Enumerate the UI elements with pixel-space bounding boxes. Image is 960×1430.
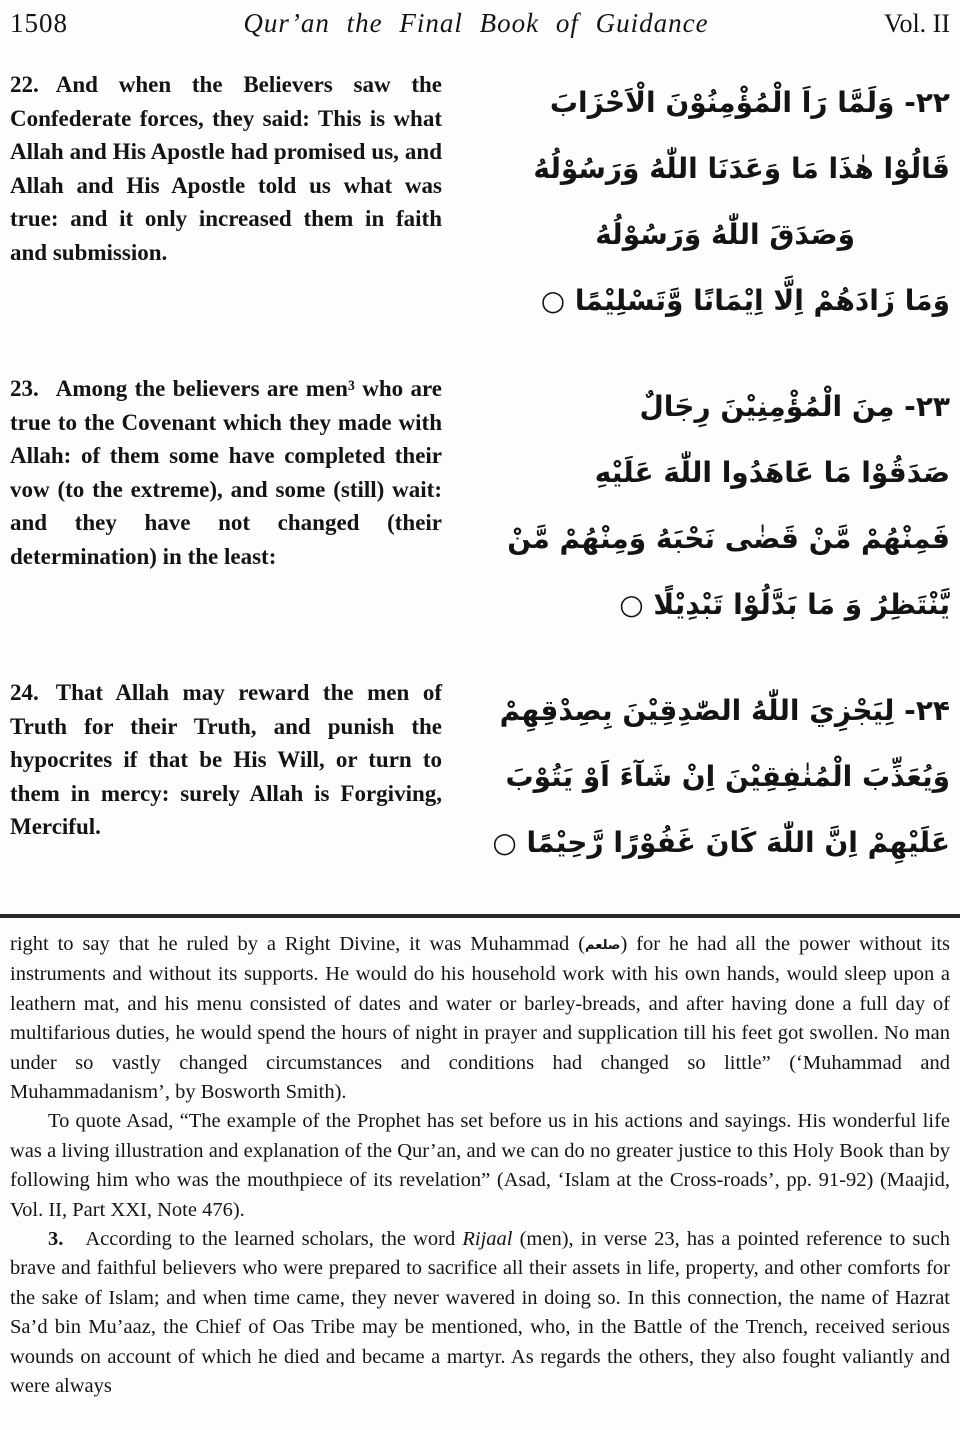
verse-english bbox=[10, 372, 442, 638]
verse-number: 24. bbox=[10, 680, 39, 705]
commentary-section bbox=[10, 930, 950, 1402]
verse-row-24 bbox=[10, 676, 950, 876]
arabic-line: يَّنْتَظِرُ وَ مَا بَدَّلُوْا تَبْدِيْلًا ○ bbox=[619, 588, 950, 621]
arabic-line: وَيُعَذِّبَ الْمُنٰفِقِيْنَ اِنْ شَآءَ اَوْ يَتُوْبَ bbox=[505, 760, 950, 793]
verse-number: 23. bbox=[10, 376, 39, 401]
arabic-line: وَمَا زَادَهُمْ اِلَّا اِيْمَانًا وَّتَسْلِيْمًا ○ bbox=[540, 284, 950, 317]
book-title: Qur’an the Final Book of Guidance bbox=[243, 8, 709, 38]
arabic-line: ۲۳- مِنَ الْمُؤْمِنِيْنَ رِجَالٌ bbox=[639, 390, 950, 423]
verse-english bbox=[10, 68, 442, 334]
arabic-line: فَمِنْهُمْ مَّنْ قَضٰى نَحْبَهُ وَمِنْهُمْ مَّنْ bbox=[507, 522, 950, 555]
pbuh-symbol: صلعم bbox=[585, 938, 621, 953]
arabic-line: صَدَقُوْا مَا عَاهَدُوا اللّٰهَ عَلَيْهِ bbox=[594, 456, 950, 489]
verse-text: And when the Believers saw the Confederate forces, they said: This is what Allah and His Apostle had promised us, and Allah and His Apostle told us what was true: and it only increased them in faith and submission. bbox=[10, 72, 442, 265]
verse-row-22 bbox=[10, 68, 950, 334]
verse-arabic bbox=[468, 68, 950, 334]
page-number: 1508 bbox=[10, 8, 68, 38]
arabic-line: وَصَدَقَ اللّٰهُ وَرَسُوْلُهُ bbox=[595, 218, 855, 251]
commentary-paragraph bbox=[10, 930, 950, 1107]
verses-section bbox=[10, 68, 950, 876]
volume-label: Vol. II bbox=[884, 9, 950, 38]
arabic-line: عَلَيْهِمْ اِنَّ اللّٰهَ كَانَ غَفُوْرًا رَّحِيْمًا ○ bbox=[492, 826, 950, 859]
section-divider bbox=[0, 914, 960, 918]
commentary-text: According to the learned scholars, the word bbox=[85, 1228, 463, 1251]
commentary-text: ) for he had all the power without its instruments and without its supports. He would do his household work with his own hands, would sleep upon a leathern mat, and his menu consisted of dates and water or barley-breads, and after having done a full day of multifarious duties, he would spend the hours of night in prayer and supplication till his feet got swollen. No man under so vastly changed circumstances and conditions had changed so little” (‘Muhammad and Muhammadanism’, by Bosworth Smith). bbox=[10, 933, 951, 1104]
verse-text: That Allah may reward the men of Truth for their Truth, and punish the hypocrites if that be His Will, or turn to them in mercy: surely Allah is Forgiving, Merciful. bbox=[10, 680, 442, 839]
commentary-text: right to say that he ruled by a Right Divine, it was Muhammad ( bbox=[10, 933, 586, 955]
commentary-paragraph bbox=[10, 1107, 950, 1225]
arabic-line: قَالُوْا هٰذَا مَا وَعَدَنَا اللّٰهُ وَرَسُوْلُهُ bbox=[533, 152, 950, 185]
commentary-text: To quote Asad, “The example of the Prophet has set before us in his actions and sayings. His wonderful life was a living illustration and explanation of the Qur’an, and we can do no greater justice to this Holy Book than by following him who was the mouthpiece of its revelation” (Asad, ‘Islam at the Cross-roads’, pp. 91-92) (Maajid, Vol. II, Part XXI, Note 476). bbox=[10, 1110, 950, 1221]
commentary-footnote bbox=[10, 1225, 950, 1401]
verse-arabic bbox=[468, 372, 950, 638]
verse-text: Among the believers are men³ who are true to the Covenant which they made with Allah: of them some have completed their vow (to the extreme), and some (still) wait: and they have not changed (their determination) in the least: bbox=[10, 376, 442, 569]
footnote-number: 3. bbox=[48, 1228, 64, 1251]
verse-number: 22. bbox=[10, 72, 39, 97]
verse-english bbox=[10, 676, 442, 876]
arabic-line: ۲۲- وَلَمَّا رَاَ الْمُؤْمِنُوْنَ الْاَحْزَابَ bbox=[549, 86, 950, 119]
page-header bbox=[10, 8, 950, 44]
arabic-line: ۲۴- لِيَجْزِيَ اللّٰهُ الصّٰدِقِيْنَ بِصِدْقِهِمْ bbox=[499, 694, 950, 727]
transliterated-word: Rijaal bbox=[462, 1228, 513, 1251]
commentary-text: (men), in verse 23, has a pointed reference to such brave and faithful believers who were prepared to sacrifice all their assets in life, property, and other comforts for the sake of Islam; and when time came, they never wavered in doing so. In this connection, the name of Hazrat Sa’d bin Mu’aaz, the Chief of Oas Tribe may be mentioned, who, in the Battle of the Trench, received serious wounds on account of which he died and became a martyr. As regards the others, they also fought valiantly and were always bbox=[10, 1228, 951, 1398]
verse-arabic bbox=[468, 676, 950, 876]
verse-row-23 bbox=[10, 372, 950, 638]
